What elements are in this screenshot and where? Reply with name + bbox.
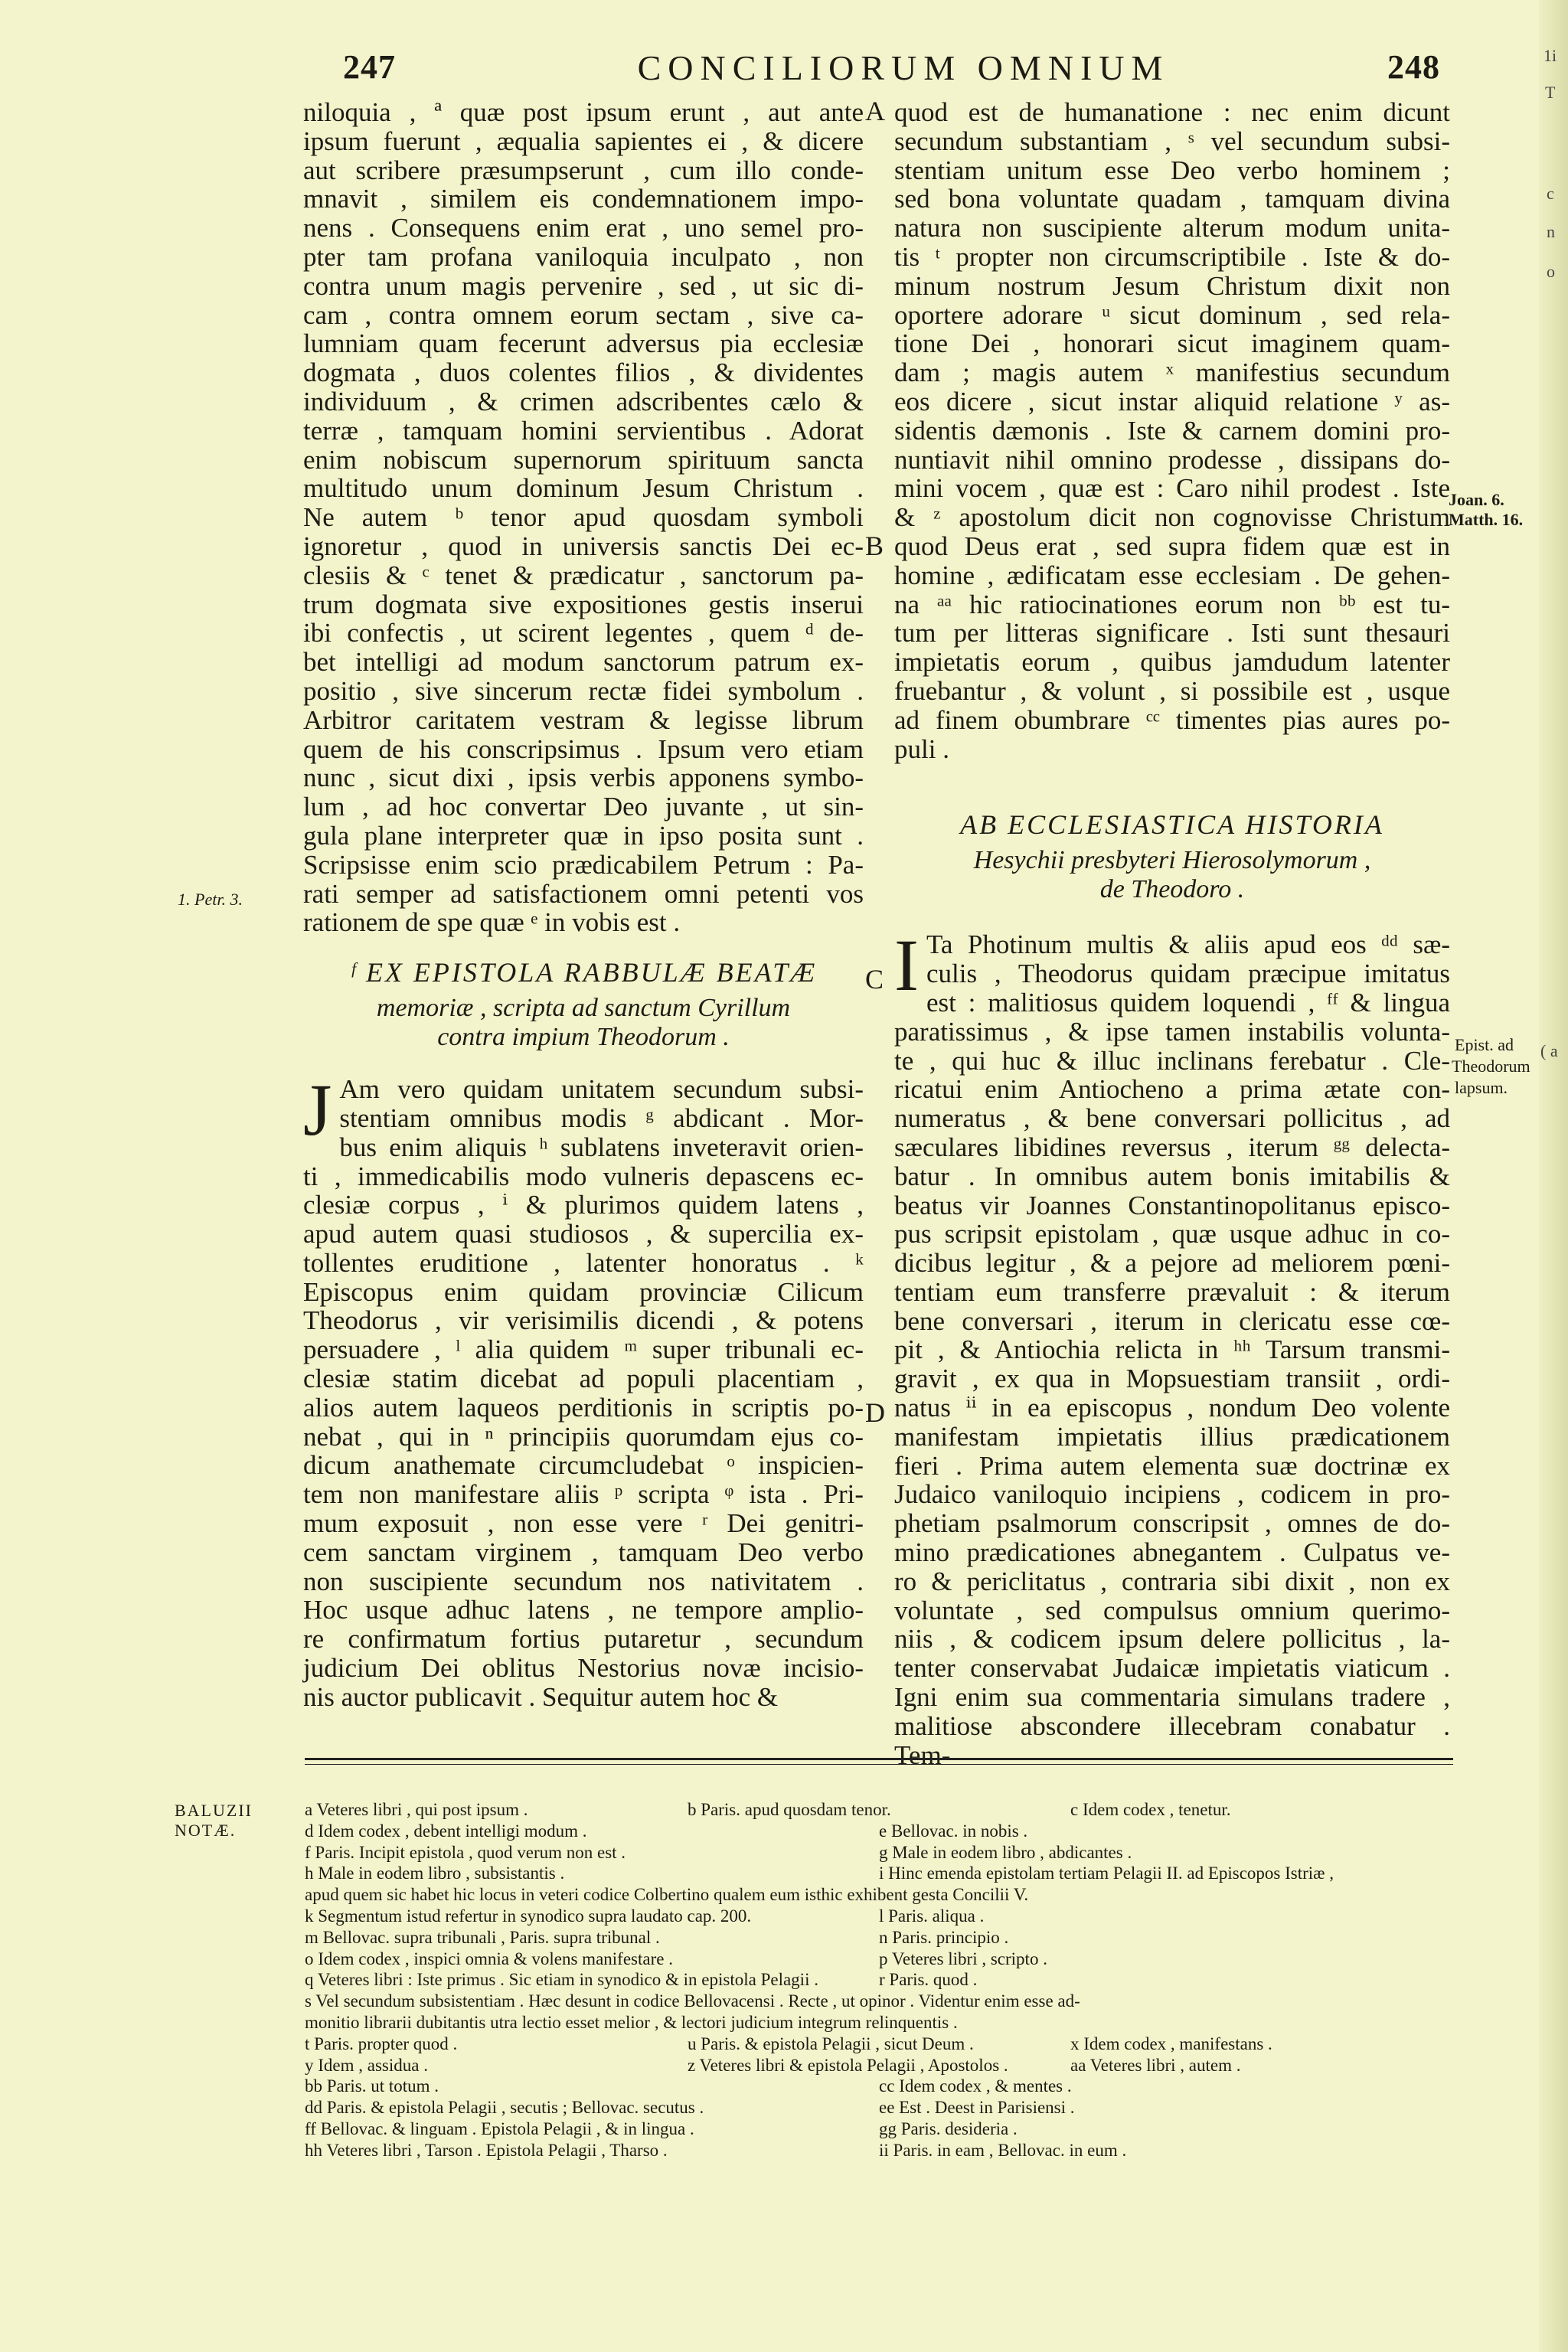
text-line: Scripsisse enim scio prædicabilem Petrum : Pa- (303, 849, 864, 880)
footnote-entry: cc Idem codex , & mentes . (879, 2076, 1072, 2096)
footnote-entry: d Idem codex , debent intelligi modum . (305, 1821, 587, 1841)
text-line: batur . In omnibus autem bonis imitabilis & (894, 1161, 1450, 1191)
text-line: tollentes eruditione , latenter honoratus . ᵏ (303, 1247, 864, 1278)
text-line: eos dicere , sicut instar aliquid relatione ʸ as- (894, 386, 1450, 416)
text-line: impietatis eorum , quibus jamdudum latenter (894, 647, 1450, 678)
text-line: dam ; magis autem ˣ manifestius secundum (894, 358, 1450, 388)
text-line: minum nostrum Jesum Christum dixit non (894, 270, 1450, 301)
side-letter-b: B (865, 531, 884, 561)
text-line: aut scribere præsumpserunt , cum illo conde- (303, 155, 864, 185)
footnote-line (305, 1863, 1453, 1884)
text-line: niloquia , ª quæ post ipsum erunt , aut ante (303, 97, 864, 127)
right-column-text (894, 98, 1450, 763)
footnote-entry: bb Paris. ut totum . (305, 2076, 439, 2096)
footnote-entry: i Hinc emenda epistolam tertiam Pelagii II. ad Episcopos Istriæ , (879, 1864, 1334, 1883)
text-line: alios autem laqueos perditionis in scriptis po- (303, 1392, 864, 1423)
text-line: gravit , ex qua in Mopsuestiam transiit , ordi- (894, 1364, 1450, 1394)
text-line: beatus vir Joannes Constantinopolitanus episco- (894, 1190, 1450, 1220)
left-column (303, 98, 864, 1712)
text-line: est : malitiosus quidem loquendi , ᶠᶠ & lingua (926, 987, 1450, 1018)
notes-label (175, 1801, 253, 1841)
dropcap-right: I (894, 924, 919, 1007)
footnote-entry: y Idem , assidua . (305, 2055, 428, 2075)
edge-mark: o (1547, 262, 1555, 281)
footnote-entry: a Veteres libri , qui post ipsum . (305, 1800, 528, 1819)
text-line: individuum , & crimen adscribentes cælo & (303, 386, 864, 416)
footnote-entry: f Paris. Incipit epistola , quod verum non est . (305, 1842, 626, 1862)
text-line: gula plane interpreter quæ in ipso posita sunt . (303, 820, 864, 851)
footnote-entry: u Paris. & epistola Pelagii , sicut Deum . (688, 2034, 974, 2053)
notes-label-2: NOTÆ. (175, 1821, 237, 1840)
text-line: clesiis & ᶜ tenet & prædicatur , sanctorum pa- (303, 560, 864, 590)
right-column-text-2 (894, 924, 1450, 1770)
footnote-entry: t Paris. propter quod . (305, 2034, 458, 2053)
footnote-entry: gg Paris. desideria . (879, 2118, 1018, 2138)
text-line: phetiam psalmorum conscripsit , omnes de do- (894, 1508, 1450, 1539)
text-line: nuntiavit nihil omnino prodesse , dissipans do- (894, 444, 1450, 475)
text-line: rationem de spe quæ ᵉ in vobis est . (303, 907, 681, 938)
footnote-entry: ee Est . Deest in Parisiensi . (879, 2098, 1075, 2118)
text-line: judicium Dei oblitus Nestorius novæ incisio- (303, 1653, 864, 1684)
footnote-entry: p Veteres libri , scripto . (879, 1949, 1047, 1968)
section-subtitle-left-1: memoriæ , scripta ad sanctum Cyrillum (376, 994, 791, 1023)
footnote-entry: apud quem sic habet hic locus in veteri codice Colbertino qualem eum isthic exhibent gesta Concilii V. (305, 1885, 1029, 1905)
text-line: ibi confectis , ut scirent legentes , quem ᵈ de- (303, 618, 864, 648)
text-line: ignoretur , quod in universis sanctis Dei ec- (303, 531, 864, 561)
text-line: te , qui huc & illuc inclinans ferebatur . Cle- (894, 1045, 1450, 1076)
text-line: dicibus legitur , & a pejore ad meliorem pœni- (894, 1248, 1450, 1279)
notes-label-1: BALUZII (175, 1801, 253, 1820)
text-line: manifestam impietatis illius prædicationem (894, 1421, 1450, 1452)
text-line: numeratus , & bene conversari pollicitus , ad (894, 1103, 1450, 1134)
footnote-line (305, 1884, 1453, 1906)
text-line: malitiose abscondere illecebram conabatur . (894, 1710, 1450, 1741)
footnote-entry: k Segmentum istud refertur in synodico supra laudato cap. 200. (305, 1906, 752, 1926)
text-line: fieri . Prima autem elementa suæ doctrinæ ex (894, 1450, 1450, 1481)
left-column-text (303, 98, 864, 937)
text-line: sidentis dæmonis . Iste & carnem domini pro- (894, 415, 1450, 446)
running-title: CONCILIORUM OMNIUM (637, 48, 1170, 87)
text-line: quod Deus erat , sed supra fidem quæ est in (894, 531, 1450, 561)
text-line: tenter conservabat Judaicæ impietatis viaticum . (894, 1653, 1450, 1684)
footnote-entry: l Paris. aliqua . (879, 1906, 985, 1926)
text-line: quod est de humanatione : nec enim dicunt (894, 97, 1450, 127)
text-line: ricatui enim Antiocheno a prima ætate con- (894, 1074, 1450, 1105)
text-line: quem de his conscripsimus . Ipsum vero etiam (303, 733, 864, 764)
text-line: & ᶻ apostolum dicit non cognovisse Christum (894, 502, 1450, 533)
text-line: clesiæ corpus , ⁱ & plurimos quidem latens , (303, 1190, 864, 1220)
text-line: ti , immedicabilis modo vulneris depascens ec- (303, 1161, 864, 1191)
footnote-entry: c Idem codex , tenetur. (1070, 1800, 1231, 1819)
text-line: non suscipiente secundum nos nativitatem . (303, 1566, 864, 1596)
footnote-line (305, 2140, 1453, 2161)
footnote-line (305, 1949, 1453, 1970)
footnote-entry: g Male in eodem libro , abdicantes . (879, 1842, 1132, 1862)
dropcap-left: J (303, 1069, 332, 1152)
text-line: nens . Consequens enim erat , uno semel pro- (303, 213, 864, 243)
footnote-entry: hh Veteres libri , Tarson . Epistola Pelagii , Tharso . (305, 2140, 668, 2160)
margin-note-epist-3: lapsum. (1455, 1078, 1508, 1097)
text-line: natura non suscipiente alterum modum unita- (894, 213, 1450, 243)
text-line: Am vero quidam unitatem secundum subsi- (339, 1074, 864, 1105)
footnote-entry: r Paris. quod . (879, 1970, 978, 1990)
text-line: stentiam omnibus modis ᵍ abdicant . Mor- (339, 1102, 864, 1133)
text-line: terræ , tamquam homini servientibus . Adorat (303, 415, 864, 446)
text-line: nis auctor publicavit . Sequitur autem hoc & (303, 1681, 779, 1712)
text-line: pter tam profana vaniloquia inculpato , non (303, 241, 864, 272)
edge-mark: 1i (1544, 46, 1557, 65)
text-line: dogmata , duos colentes filios , & dividentes (303, 358, 864, 388)
text-line: pit , & Antiochia relicta in ʰʰ Tarsum transmi- (894, 1334, 1450, 1365)
footnote-entry: monitio librarii dubitantis utra lectio esset melior , & lectori judicium integrum relinquentis . (305, 2012, 958, 2032)
text-line: natus ⁱⁱ in ea episcopus , nondum Deo volente (894, 1393, 1450, 1423)
footnote-entry: z Veteres libri & epistola Pelagii , Apostolos . (688, 2055, 1008, 2075)
footnote-entry: n Paris. principio . (879, 1927, 1009, 1947)
text-line: tum per litteras significare . Isti sunt thesauri (894, 618, 1450, 648)
right-column (894, 98, 1450, 1769)
footnote-entry: h Male in eodem libro , subsistantis . (305, 1864, 565, 1883)
footnotes (305, 1799, 1453, 2161)
page-header (0, 47, 1568, 93)
text-line: rati semper ad satisfactionem omni petenti vos (303, 878, 864, 909)
footnote-line (305, 2034, 1453, 2055)
text-line: mini vocem , quæ est : Caro nihil prodest . Iste (894, 473, 1450, 504)
margin-note-epist-1: Epist. ad (1455, 1035, 1514, 1054)
footnote-line (305, 2055, 1453, 2076)
edge-mark: T (1545, 83, 1556, 102)
text-line: nebat , qui in ⁿ principiis quorumdam ejus co- (303, 1421, 864, 1452)
margin-note-matth: Matth. 16. (1449, 510, 1524, 529)
adjacent-page-edge (1539, 0, 1568, 2352)
text-line: ipsum fuerunt , æqualia sapientes ei , & dicere (303, 126, 864, 156)
text-line: bet intelligi ad modum sanctorum patrum ex- (303, 647, 864, 678)
text-line: Ne autem ᵇ tenor apud quosdam symboli (303, 502, 864, 533)
text-line: lum , ad hoc convertar Deo juvante , ut sin- (303, 792, 864, 822)
footnote-line (305, 2076, 1453, 2097)
footnote-entry: ii Paris. in eam , Bellovac. in eum . (879, 2140, 1127, 2160)
footnote-entry: s Vel secundum subsistentiam . Hæc desunt in codice Bellovacensi . Recte , ut opinor . Videntur enim esse ad- (305, 1991, 1080, 2011)
text-line: puli . (894, 733, 949, 764)
footnote-entry: dd Paris. & epistola Pelagii , secutis ; Bellovac. secutus . (305, 2098, 704, 2118)
footnote-line (305, 1969, 1453, 1991)
footnote-line (305, 1927, 1453, 1949)
section-subtitle-right-1: Hesychii presbyteri Hierosolymorum , (973, 846, 1371, 875)
footnote-line (305, 1991, 1453, 2012)
footnote-entry: b Paris. apud quosdam tenor. (688, 1800, 891, 1819)
text-line: tis ᵗ propter non circumscriptibile . Iste & do- (894, 241, 1450, 272)
text-line: tione Dei , honorari sicut imaginem quam- (894, 328, 1450, 359)
text-line: culis , Theodorus quidam præcipue imitatus (926, 959, 1450, 989)
text-line: lumniam quam fecerunt adversus pia ecclesiæ (303, 328, 864, 359)
text-line: multitudo unum dominum Jesum Christum . (303, 473, 864, 504)
text-line: ad finem obumbrare ᶜᶜ timentes pias aures po- (894, 704, 1450, 735)
footnote-entry: ff Bellovac. & linguam . Epistola Pelagii , & in lingua . (305, 2118, 694, 2138)
page-number-right: 248 (1387, 48, 1440, 86)
footnote-line (305, 1799, 1453, 1821)
footnote-entry: e Bellovac. in nobis . (879, 1821, 1028, 1841)
footnote-entry: x Idem codex , manifestans . (1070, 2034, 1272, 2053)
side-letter-c: C (865, 964, 884, 995)
footnote-entry: m Bellovac. supra tribunali , Paris. supra tribunal . (305, 1927, 660, 1947)
side-letter-d: D (865, 1397, 885, 1428)
text-line: paratissimus , & ipse tamen instabilis volunta- (894, 1016, 1450, 1047)
text-line: sæculares libidines reversus , iterum ᵍᵍ delecta- (894, 1132, 1450, 1162)
text-line: voluntate , sed compulsus omnium querimo- (894, 1595, 1450, 1625)
footnote-rule (305, 1758, 1453, 1760)
footnote-line (305, 2118, 1453, 2140)
edge-mark: n (1547, 222, 1555, 241)
text-line: fruebantur , & volunt , si possibile est , usque (894, 675, 1450, 706)
text-line: cam , contra omnem eorum sectam , sive ca- (303, 299, 864, 330)
side-letter-a: A (865, 96, 885, 126)
text-line: Igni enim sua commentaria simulans tradere , (894, 1682, 1450, 1713)
text-line: bus enim aliquis ʰ sublatens inveteravit orien- (339, 1132, 864, 1162)
text-line: mnavit , similem eis condemnationem impo- (303, 184, 864, 214)
text-line: sed bona voluntate quadam , tamquam divina (894, 184, 1450, 214)
text-line: mino prædicationes abnegantem . Culpatus ve- (894, 1537, 1450, 1568)
text-line: pus scripsit epistolam , quæ usque adhuc in co- (894, 1219, 1450, 1250)
text-line: Episcopus enim quidam provinciæ Cilicum (303, 1276, 864, 1307)
footnote-line (305, 2097, 1453, 2118)
footnote-line (305, 1821, 1453, 1842)
footnote-entry: q Veteres libri : Iste primus . Sic etiam in synodico & in epistola Pelagii . (305, 1970, 818, 1990)
text-line: contra unum magis pervenire , sed , ut sic di- (303, 270, 864, 301)
text-line: Hoc usque adhuc latens , ne tempore amplio- (303, 1595, 864, 1625)
text-line: dicum anathemate circumcludebat ᵒ inspicien- (303, 1450, 864, 1481)
text-line: na ᵃᵃ hic ratiocinationes eorum non ᵇᵇ est tu- (894, 589, 1450, 619)
footnote-line (305, 2012, 1453, 2034)
text-line: oportere adorare ᵘ sicut dominum , sed rela- (894, 299, 1450, 330)
margin-note-epist-2: Theodorum (1452, 1057, 1530, 1076)
text-line: Judaico vaniloquio incipiens , codicem in pro- (894, 1479, 1450, 1510)
footnote-line (305, 1842, 1453, 1864)
footnote-rule-thin (305, 1764, 1453, 1765)
text-line: bene conversari , iterum in clericatu esse cœ- (894, 1305, 1450, 1336)
footnote-entry: o Idem codex , inspici omnia & volens manifestare . (305, 1949, 673, 1968)
margin-note-petr: 1. Petr. 3. (178, 890, 243, 909)
text-line: tem non manifestare aliis ᵖ scripta ᵠ ista . Pri- (303, 1479, 864, 1510)
page-number-left: 247 (343, 48, 396, 86)
text-line: mum exposuit , non esse vere ʳ Dei genitri- (303, 1508, 864, 1539)
text-line: ro & periclitatus , contraria sibi dixit , non ex (894, 1566, 1450, 1596)
text-line: Arbitror caritatem vestram & legisse librum (303, 704, 864, 735)
text-line: trum dogmata sive expositiones gestis inserui (303, 589, 864, 619)
section-subtitle-left-2: contra impium Theodorum . (437, 1023, 730, 1052)
text-line: re confirmatum fortius putaretur , secundum (303, 1624, 864, 1655)
text-line: persuadere , ˡ alia quidem ᵐ super tribunali ec- (303, 1334, 864, 1365)
text-line: Ta Photinum multis & aliis apud eos ᵈᵈ sæ- (926, 929, 1450, 960)
text-line: positio , sive sincerum rectæ fidei symbolum . (303, 675, 864, 706)
edge-mark: c (1547, 184, 1554, 203)
footnote-line (305, 1906, 1453, 1927)
text-line: homine , ædificatam esse ecclesiam . De gehen- (894, 560, 1450, 590)
text-line: tentiam eum transferre prævaluit : & iterum (894, 1276, 1450, 1307)
section-subtitle-right-2: de Theodoro . (1099, 875, 1245, 904)
edge-mark: ( a (1540, 1041, 1558, 1060)
text-line: nunc , sicut dixi , ipsis verbis apponens symbo- (303, 763, 864, 793)
margin-note-joan: Joan. 6. (1449, 490, 1504, 509)
text-line: Tem- (894, 1740, 951, 1770)
left-column-text-2 (303, 1069, 864, 1712)
text-line: clesiæ statim dicebat ad populi placentiam , (303, 1364, 864, 1394)
section-title-right: AB ECCLESIASTICA HISTORIA (960, 809, 1384, 841)
text-line: niis , & codicem ipsum delere pollicitus , la- (894, 1624, 1450, 1655)
text-line: secundum substantiam , ˢ vel secundum subsi- (894, 126, 1450, 156)
section-title-left: ᶠ EX EPISTOLA RABBULÆ BEATÆ (349, 957, 818, 988)
text-line: cem sanctam virginem , tamquam Deo verbo (303, 1537, 864, 1567)
text-line: apud autem quasi studiosos , & supercilia ex- (303, 1219, 864, 1250)
text-line: enim nobiscum supernorum spirituum sancta (303, 444, 864, 475)
text-line: Theodorus , vir verisimilis dicendi , & potens (303, 1305, 864, 1336)
text-line: stentiam unitum esse Deo verbo hominem ; (894, 155, 1450, 185)
footnote-entry: aa Veteres libri , autem . (1070, 2055, 1241, 2075)
